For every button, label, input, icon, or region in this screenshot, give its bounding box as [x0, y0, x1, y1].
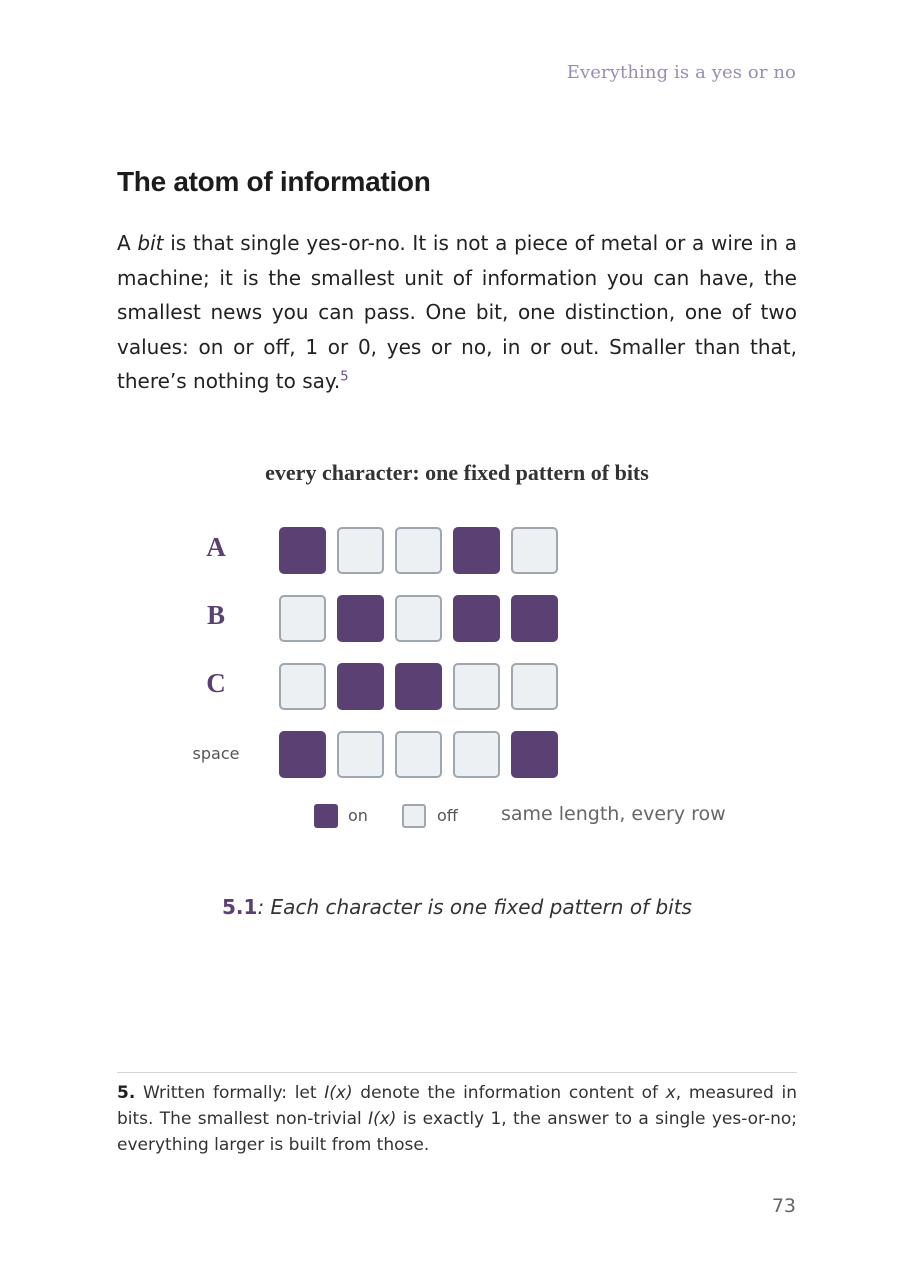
footnote-number: 5. [117, 1083, 136, 1103]
body-paragraph [117, 226, 797, 399]
figure-caption-text: : Each character is one fixed pattern of bits [257, 895, 692, 919]
bit-off-cell [279, 663, 326, 710]
bit-on-cell [337, 663, 384, 710]
bit-on-cell [511, 731, 558, 778]
footnote-text: Written formally: let [135, 1083, 325, 1103]
row-label: B [206, 600, 225, 630]
legend-on-label: on [348, 806, 368, 825]
bit-off-cell [453, 663, 500, 710]
footnote-divider [117, 1072, 797, 1073]
footnote-reference[interactable]: 5 [340, 369, 349, 385]
figure-number: 5.1 [222, 895, 258, 919]
footnote-text: is exactly 1, the answer to a single yes-or-no; everything larger is built from those. [117, 1109, 797, 1155]
bit-off-cell [395, 595, 442, 642]
bit-off-cell [511, 527, 558, 574]
bit-on-cell [395, 663, 442, 710]
bit-off-cell [337, 731, 384, 778]
bit-off-cell [453, 731, 500, 778]
section-title: The atom of information [117, 166, 431, 197]
legend-on-swatch [314, 804, 338, 828]
paragraph-text-start: A [117, 231, 138, 255]
bit-off-cell [395, 527, 442, 574]
paragraph-text-rest: is that single yes-or-no. It is not a piece of metal or a wire in a machine; it is the smallest unit of information you can have, the smallest news you can pass. One bit, one distinction, one of two values: on or off, 1 or 0, yes or no, in or out. Smaller than that, there’s nothing to say. [117, 231, 797, 393]
row-label: C [206, 668, 226, 698]
bit-off-cell [337, 527, 384, 574]
figure-caption [0, 895, 904, 919]
bit-off-cell [395, 731, 442, 778]
row-label: A [206, 532, 226, 562]
bit-on-cell [453, 595, 500, 642]
bit-on-cell [279, 731, 326, 778]
bit-on-cell [453, 527, 500, 574]
legend-off-swatch [402, 804, 426, 828]
footnote-text: denote the information content of [352, 1083, 666, 1103]
footnote [117, 1080, 797, 1158]
footnote-text: , measured in bits. The smallest non-trivial [117, 1083, 797, 1129]
running-head: Everything is a yes or no [566, 62, 796, 83]
bit-off-cell [279, 595, 326, 642]
term-bit: bit [137, 231, 164, 255]
page-number: 73 [771, 1195, 796, 1217]
bit-off-cell [511, 663, 558, 710]
footnote-math: x [665, 1083, 676, 1103]
row-label: space [192, 744, 240, 763]
legend-note: same length, every row [501, 803, 726, 825]
footnote-math: I(x) [368, 1109, 397, 1129]
figure-title: every character: one fixed pattern of bits [265, 460, 649, 485]
legend-off-label: off [437, 806, 458, 825]
bit-on-cell [337, 595, 384, 642]
bit-on-cell [511, 595, 558, 642]
footnote-math: I(x) [324, 1083, 353, 1103]
bit-on-cell [279, 527, 326, 574]
